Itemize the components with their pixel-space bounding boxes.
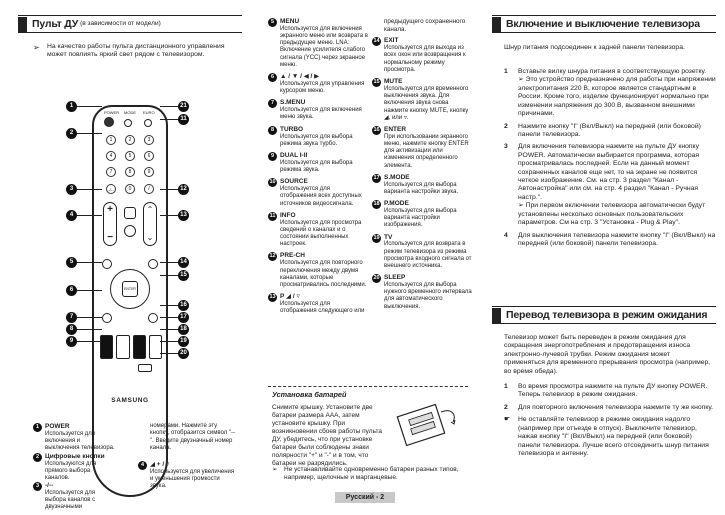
callout-9: 9 bbox=[66, 336, 77, 347]
remote-key-9: 9 bbox=[144, 167, 154, 177]
mid-num: 13 bbox=[269, 294, 276, 301]
legend-num: 3 bbox=[33, 482, 42, 491]
mid-desc: Используется для выбора нужного временного интервала для автоматического выключения. bbox=[384, 282, 472, 310]
leader-line bbox=[160, 341, 178, 342]
step-num: 1 bbox=[504, 383, 508, 390]
remote-key-7: 7 bbox=[106, 167, 116, 177]
remote-enter-label: ENTER bbox=[124, 287, 136, 291]
battery-title: Установка батарей bbox=[272, 390, 347, 399]
mid-item-info bbox=[268, 212, 368, 249]
mid-title: ▲ / ▼ / ◀ / ▶ bbox=[280, 73, 320, 81]
power-section-title: Включение и выключение телевизора bbox=[506, 17, 700, 30]
mid-num: 8 bbox=[268, 126, 277, 135]
remote-key-1: 1 bbox=[106, 135, 116, 145]
leader-line bbox=[77, 290, 102, 291]
step-text: ➢ Это устройство предназначено для работы при напряжении электропитания 220 В, которое является стандартным в России. Кроме того, изделие функционирует нормально при изменении напряжения до 300 В, вызванном внешними причинами. bbox=[518, 76, 716, 118]
remote-menu-button bbox=[102, 259, 112, 269]
mid-num: 10 bbox=[269, 179, 276, 186]
callout-15: 15 bbox=[178, 270, 189, 281]
battery-divider bbox=[268, 386, 468, 387]
mid-desc: Используется для повторного переключения между двумя каналами, которые просматривались последними. bbox=[280, 260, 367, 288]
mid-title: MUTE bbox=[384, 78, 403, 86]
step-num: 4 bbox=[504, 231, 508, 239]
callout-5: 5 bbox=[66, 257, 77, 268]
step-text: Во время просмотра нажмите на пульте ДУ кнопку POWER. Теперь телевизор в режим ожидания. bbox=[518, 383, 708, 399]
remote-power-button bbox=[104, 117, 114, 127]
mid-num: 5 bbox=[268, 18, 277, 27]
leader-line bbox=[160, 189, 178, 190]
mid-item-exit bbox=[372, 37, 472, 74]
remote-section-header bbox=[18, 15, 242, 33]
mid-desc: Используется для выбора режима звука. bbox=[280, 159, 353, 174]
battery-note-text: Не устанавливайте одновременно батареи разных типов, например, щелочные и марганцевые. bbox=[284, 466, 459, 481]
mid-num: 11 bbox=[269, 212, 276, 219]
mid-item-pmode bbox=[372, 200, 472, 229]
remote-section-subtitle: (в зависимости от модели) bbox=[80, 20, 161, 28]
mid-item-source bbox=[268, 178, 368, 207]
callout-6: 6 bbox=[66, 285, 77, 296]
mid-desc: Используется для управления курсором меню. bbox=[280, 80, 365, 95]
legend-num: 2 bbox=[33, 453, 42, 462]
callout-4: 4 bbox=[66, 210, 77, 221]
power-step bbox=[504, 123, 716, 140]
remote-channel-rocker: ⌃ ⌄ bbox=[143, 202, 157, 246]
leader-line bbox=[77, 189, 102, 190]
leader-line bbox=[77, 329, 102, 330]
callout-20: 20 bbox=[178, 348, 189, 359]
remote-euro-button bbox=[144, 119, 152, 127]
mid-desc: Используется для выхода из всех окон или возвращения к нормальному режиму просмотра. bbox=[384, 45, 466, 73]
leader-line bbox=[77, 215, 102, 216]
mid-num: 14 bbox=[373, 38, 380, 45]
callout-14: 14 bbox=[178, 257, 189, 268]
mid-desc: При использовании экранного меню, нажмите кнопку ENTER для активизации или изменения определенного элемента. bbox=[384, 133, 469, 169]
callout-7: 7 bbox=[66, 312, 77, 323]
arrow-note-icon: ➢ bbox=[33, 43, 40, 52]
mid-item-enter bbox=[372, 126, 472, 170]
mid-desc: Используется для выбора варианта настройки изображения. bbox=[384, 207, 457, 229]
step-text: Вставьте вилку шнура питания в соответствующую розетку. bbox=[518, 68, 707, 75]
callout-12: 12 bbox=[178, 184, 189, 195]
leader-line bbox=[160, 329, 178, 330]
mid-desc: Используется для выбора варианта настройки звука. bbox=[384, 181, 459, 195]
mid-num: 7 bbox=[268, 99, 277, 108]
callout-3: 3 bbox=[66, 184, 77, 195]
standby-section-title: Перевод телевизора в режим ожидания bbox=[506, 308, 708, 321]
step-text: Нажмите кнопку "I" (Вкл/Выкл) на передней (или боковой) панели телевизора. bbox=[518, 122, 701, 138]
legend-title: POWER bbox=[45, 423, 70, 430]
power-steps bbox=[504, 68, 716, 248]
mid-desc: Используется для временного выключения звука. Для включения звука снова нажмите кнопку MUTE, кнопку ◢, или ▿. bbox=[384, 85, 469, 121]
mid-title: TURBO bbox=[280, 125, 304, 133]
mid-num: 12 bbox=[269, 253, 276, 260]
remote-enter-button bbox=[122, 281, 138, 297]
legend-item-digits bbox=[33, 453, 115, 482]
remote-key-2: 2 bbox=[125, 135, 135, 145]
mid-title: INFO bbox=[280, 211, 296, 219]
leader-line bbox=[160, 215, 178, 216]
step-num: 2 bbox=[504, 403, 508, 411]
standby-step bbox=[504, 383, 716, 400]
remote-key-6: 6 bbox=[144, 151, 154, 161]
mid-item-prog bbox=[268, 293, 368, 315]
remote-key-4: 4 bbox=[106, 151, 116, 161]
leader-line bbox=[77, 317, 102, 318]
caution-hand-icon: ☛ bbox=[504, 416, 511, 424]
step-text: Для включения телевизора нажмите на пульте ДУ кнопку POWER. Автоматически выбирается программа, которая просматривалась последней. Если на данный момент сохраненных каналов еще нет, то на экране не появится четкое изображение. См. на стр. 3 раздел "Канал - Автонастройка" или см. на стр. 4 раздел "Канал - Ручная настр.". bbox=[518, 143, 700, 201]
mid-item-menu bbox=[268, 18, 368, 69]
remote-section-title: Пульт ДУ bbox=[32, 17, 79, 30]
standby-steps bbox=[504, 383, 716, 458]
mid-num: 19 bbox=[373, 234, 380, 241]
legend-item-power bbox=[33, 423, 115, 452]
power-step-note bbox=[504, 202, 716, 227]
remote-key-dash: -/-- bbox=[106, 184, 116, 194]
remote-brand: SAMSUNG bbox=[111, 397, 149, 404]
remote-lower-row bbox=[100, 335, 162, 359]
remote-euro-label: EURO bbox=[143, 110, 155, 115]
mid-num: 9 bbox=[268, 152, 277, 161]
standby-section-header bbox=[492, 306, 716, 324]
callout-21: 21 bbox=[178, 101, 189, 112]
header-block-icon bbox=[18, 17, 27, 32]
leader-line bbox=[77, 262, 102, 263]
callout-11: 11 bbox=[178, 114, 189, 125]
legend-desc: Используется для выбора каналов с двузначными bbox=[45, 489, 96, 511]
mid-item-sleep bbox=[372, 274, 472, 311]
remote-info-button bbox=[102, 313, 112, 323]
legend-title: ◢ + / ▿ bbox=[150, 461, 170, 468]
remote-key-5: 5 bbox=[125, 151, 135, 161]
mid-title: DUAL I-II bbox=[280, 151, 308, 159]
leader-line bbox=[160, 106, 178, 107]
mid-num: 18 bbox=[373, 201, 380, 208]
step-text: ➢ При первом включении телевизора автоматически будут установлены несколько основных пользовательских параметров. См на стр. 3 "Установка - Plug & Play". bbox=[518, 202, 706, 227]
legend-desc: Используется для увеличения и уменьшения громкости звука. bbox=[150, 468, 235, 490]
mid-item-prech bbox=[268, 252, 368, 289]
leader-line bbox=[77, 133, 102, 134]
remote-power-label: POWER bbox=[104, 110, 120, 115]
mid-desc: Используется для выбора режима звука турбо. bbox=[280, 133, 353, 147]
header-block-icon bbox=[492, 17, 501, 32]
mid-title: SOURCE bbox=[280, 178, 308, 186]
standby-caution bbox=[504, 416, 716, 458]
callout-19: 19 bbox=[178, 336, 189, 347]
mid-item-dual bbox=[268, 152, 368, 174]
mid-num: 20 bbox=[373, 275, 380, 282]
mid-title: S.MENU bbox=[280, 99, 306, 107]
callout-1: 1 bbox=[66, 101, 77, 112]
standby-intro: Телевизор может быть переведен в режим ожидания для сокращения энергопотребления и предотвращения износа электронно-лучевой трубки. Режим ожидания может применяться для временного прерывания просмотра (например, во время обеда). bbox=[504, 334, 711, 375]
battery-note bbox=[272, 466, 468, 482]
remote-dual-key bbox=[116, 335, 129, 359]
remote-mode-button bbox=[124, 119, 132, 127]
callout-8: 8 bbox=[66, 324, 77, 335]
remote-key-0: 0 bbox=[125, 184, 135, 194]
legend-desc: Используются для прямого выбора каналов. bbox=[45, 460, 97, 482]
mid-item-tv bbox=[372, 234, 472, 271]
mid-title: EXIT bbox=[384, 37, 399, 45]
legend-desc: Используется для включения и выключения телевизора. bbox=[45, 430, 115, 452]
header-block-icon bbox=[492, 308, 501, 323]
leader-line bbox=[160, 275, 178, 276]
legend-item-dash bbox=[33, 482, 115, 511]
callout-17: 17 bbox=[178, 312, 189, 323]
power-section-header bbox=[492, 15, 716, 33]
legend-num: 1 bbox=[33, 423, 42, 432]
leader-line bbox=[77, 341, 102, 342]
remote-key-8: 8 bbox=[125, 167, 135, 177]
callout-18: 18 bbox=[178, 324, 189, 335]
leader-line bbox=[160, 317, 178, 318]
leader-line bbox=[160, 119, 178, 120]
mid-title: SLEEP bbox=[384, 274, 406, 282]
mid-item-arrows bbox=[268, 73, 368, 95]
mid-num: 17 bbox=[373, 174, 380, 181]
mid-num: 15 bbox=[373, 79, 380, 86]
step-text: Не оставляйте телевизор в режиме ожидания надолго (например при отъезде в отпуск). Выключите телевизор, нажав кнопку "I" (Вкл/Выкл) на передней (или боковой) панели телевизора. Лучше всего отсоединить шнур питания телевизора и антенну. bbox=[518, 416, 709, 457]
mid-desc: Используется для отображения следующего или bbox=[280, 300, 365, 315]
step-num: 2 bbox=[504, 122, 508, 130]
power-step bbox=[504, 143, 716, 202]
mid-title: P ◢ / ▿ bbox=[280, 293, 300, 301]
remote-exit-button bbox=[148, 259, 158, 269]
legend-item-volume bbox=[138, 461, 235, 490]
standby-step bbox=[504, 404, 716, 412]
mid-title: ENTER bbox=[384, 125, 407, 133]
remote-smode-button bbox=[148, 313, 158, 323]
mid-desc: Используется для просмотра сведений о каналах и о состоянии выполненных настроек. bbox=[280, 219, 362, 248]
page-number: Русский - 2 bbox=[335, 492, 395, 503]
remote-tv-key bbox=[138, 364, 152, 372]
remote-mute-button bbox=[124, 225, 136, 237]
middle-column-1 bbox=[268, 18, 368, 315]
mid-title: S.MODE bbox=[384, 173, 410, 181]
legend-num: 4 bbox=[138, 461, 147, 470]
remote-volume-rocker: + − bbox=[103, 202, 117, 246]
middle-column-2 bbox=[372, 18, 472, 311]
power-step-note bbox=[504, 76, 716, 118]
leader-line bbox=[160, 353, 178, 354]
mid-desc-cont: предыдущего сохраненного канала. bbox=[384, 18, 466, 33]
mid-title: PRE-CH bbox=[280, 252, 305, 260]
mid-item-turbo bbox=[268, 126, 368, 148]
battery-illustration bbox=[395, 402, 465, 446]
mid-num: 16 bbox=[373, 126, 380, 133]
mid-desc: Используется для включения экранного меню или возврата в предыдущее меню. LNA: Включение усилителя слабого сигнала (YCC) через экранное меню. bbox=[280, 25, 368, 68]
step-text: Для выключения телевизора нажмите кнопку "I" (Вкл/Выкл) на передней (или боковой) панели телевизора. bbox=[518, 231, 716, 248]
legend-title: Цифровые кнопки bbox=[45, 453, 105, 460]
mid-desc: Используется для включения меню звука. bbox=[280, 107, 362, 121]
remote-pmode-key bbox=[133, 335, 146, 359]
power-step bbox=[504, 232, 716, 249]
legend-continued: номерами. Нажмите эту кнопку, отобразится символ "--". Введите двузначный номер канала. bbox=[150, 423, 236, 451]
remote-turbo-key bbox=[100, 335, 113, 359]
step-num: 1 bbox=[504, 68, 508, 75]
mid-title: P.MODE bbox=[384, 200, 409, 208]
mid-desc: Используется для отображения всех доступных источников видеосигнала. bbox=[280, 186, 362, 207]
mid-num: 6 bbox=[268, 73, 277, 82]
mid-desc: Используется для возврата в режим телевизора из режима просмотра входного сигнала от внешнего источника. bbox=[384, 241, 472, 269]
remote-source-button bbox=[124, 207, 136, 219]
legend-title: -/-- bbox=[45, 482, 54, 489]
leader-line bbox=[160, 305, 178, 306]
remote-mode-label: MODE bbox=[124, 110, 136, 115]
step-text: Для повторного включения телевизора нажмите ту же кнопку. bbox=[518, 403, 714, 411]
remote-key-3: 3 bbox=[144, 135, 154, 145]
remote-sleep-key bbox=[149, 335, 162, 359]
mid-item-smenu bbox=[268, 99, 368, 121]
step-num: 3 bbox=[504, 143, 508, 151]
mid-title: TV bbox=[384, 233, 393, 241]
mid-item-mute bbox=[372, 78, 472, 122]
leader-line bbox=[160, 262, 178, 263]
battery-icon bbox=[395, 402, 465, 446]
leader-line bbox=[77, 106, 102, 107]
remote-intro bbox=[33, 43, 233, 60]
arrow-note-icon: ➢ bbox=[272, 466, 278, 473]
remote-key-prech: / bbox=[144, 184, 154, 194]
callout-2: 2 bbox=[66, 128, 77, 139]
remote-intro-text: На качество работы пульта дистанционного управления может повлиять яркий свет рядом с телевизором. bbox=[47, 43, 225, 59]
battery-text: Снимите крышку. Установите две батареи размера AAA, затем установите крышку. При возникновении сбоев работы пульта ДУ, убедитесь, что при установке батареи были соблюдены знаки полярности "+" и "-" и в том, что батареи не разрядились. bbox=[272, 404, 382, 468]
power-intro: Шнур питания подсоединен к задней панели телевизора. bbox=[504, 44, 685, 51]
mid-item-smode bbox=[372, 174, 472, 196]
mid-title: MENU bbox=[280, 18, 300, 25]
callout-16: 16 bbox=[178, 300, 189, 311]
callout-13: 13 bbox=[178, 210, 189, 221]
